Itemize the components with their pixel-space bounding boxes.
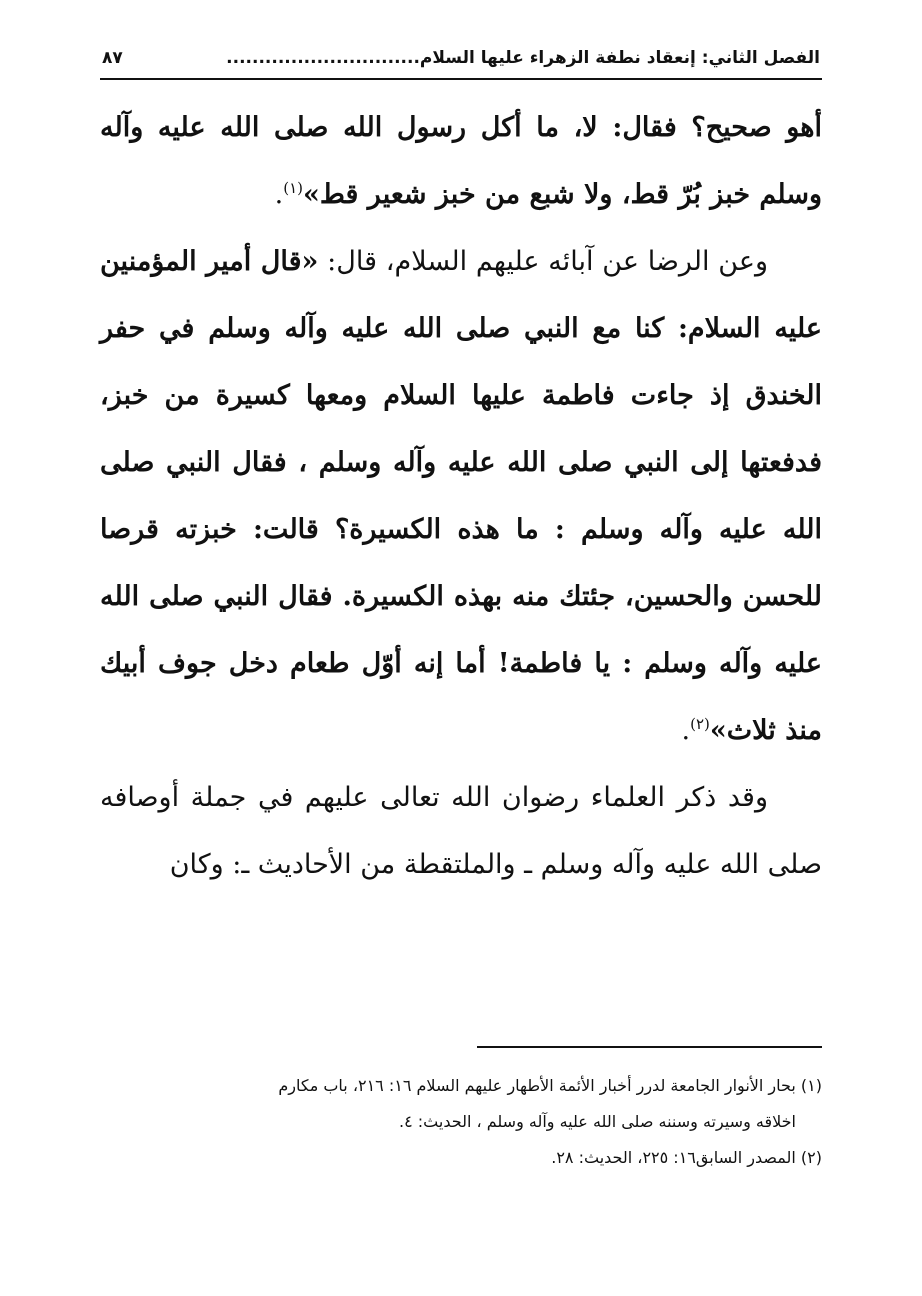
paragraph-2-lead: وعن الرضا عن آبائه عليهم السلام، قال: (318, 246, 768, 277)
footnote-divider (477, 1046, 822, 1048)
book-page (100, 38, 822, 1268)
paragraph-2-tail: . (681, 715, 691, 746)
footnote-2 (100, 1140, 822, 1176)
footnote-1-continuation: اخلاقه وسيرته وسننه صلى الله عليه وآله وسلم ، الحديث: ٤. (399, 1112, 796, 1131)
paragraph-3-text: وقد ذكر العلماء رضوان الله تعالى عليهم في جملة أوصافه صلى الله عليه وآله وسلم ـ والملتقطة من الأحاديث ـ: وكان (100, 782, 822, 880)
paragraph-2-quote: «قال أمير المؤمنين عليه السلام: كنا مع النبي صلى الله عليه وآله وسلم في حفر الخندق إذ جاءت فاطمة عليها السلام ومعها كسيرة من خبز، فدفعتها إلى النبي صلى الله عليه وآله وسلم ، فقال النبي صلى الله عليه وآله وسلم : ما هذه الكسيرة؟ قالت: خبزته قرصا للحسن والحسين، جئتك منه بهذه الكسيرة. فقال النبي صلى الله عليه وآله وسلم : يا فاطمة! أما إنه أوّل طعام دخل جوف أبيك منذ ثلاث» (100, 246, 822, 746)
footnote-ref-1[interactable]: (١) (283, 179, 303, 197)
paragraph-2 (100, 228, 822, 764)
footnote-1-number: (١) (800, 1076, 822, 1095)
footnote-2-text: المصدر السابق١٦: ٢٢٥، الحديث: ٢٨. (551, 1148, 796, 1167)
paragraph-1 (100, 94, 822, 228)
footnote-1-text: بحار الأنوار الجامعة لدرر أخبار الأئمة الأطهار عليهم السلام ١٦: ٢١٦، باب مكارم (278, 1076, 796, 1095)
body-text (100, 94, 822, 898)
page-number: ٨٧ (102, 48, 123, 68)
footnote-ref-2[interactable]: (٢) (690, 715, 710, 733)
paragraph-1-text: أهو صحيح؟ فقال: لا، ما أكل رسول الله صلى الله عليه وآله وسلم خبز بُرّ قط، ولا شبع من خبز شعير قط» (100, 112, 822, 210)
paragraph-3 (100, 764, 822, 898)
paragraph-1-tail: . (274, 179, 284, 210)
footnote-1 (100, 1068, 822, 1104)
footnotes (100, 1068, 822, 1176)
chapter-title: الفصل الثاني: إنعقاد نطفة الزهراء عليها السلام.............................. (226, 48, 820, 68)
footnote-2-number: (٢) (800, 1148, 822, 1167)
running-header (100, 38, 822, 80)
